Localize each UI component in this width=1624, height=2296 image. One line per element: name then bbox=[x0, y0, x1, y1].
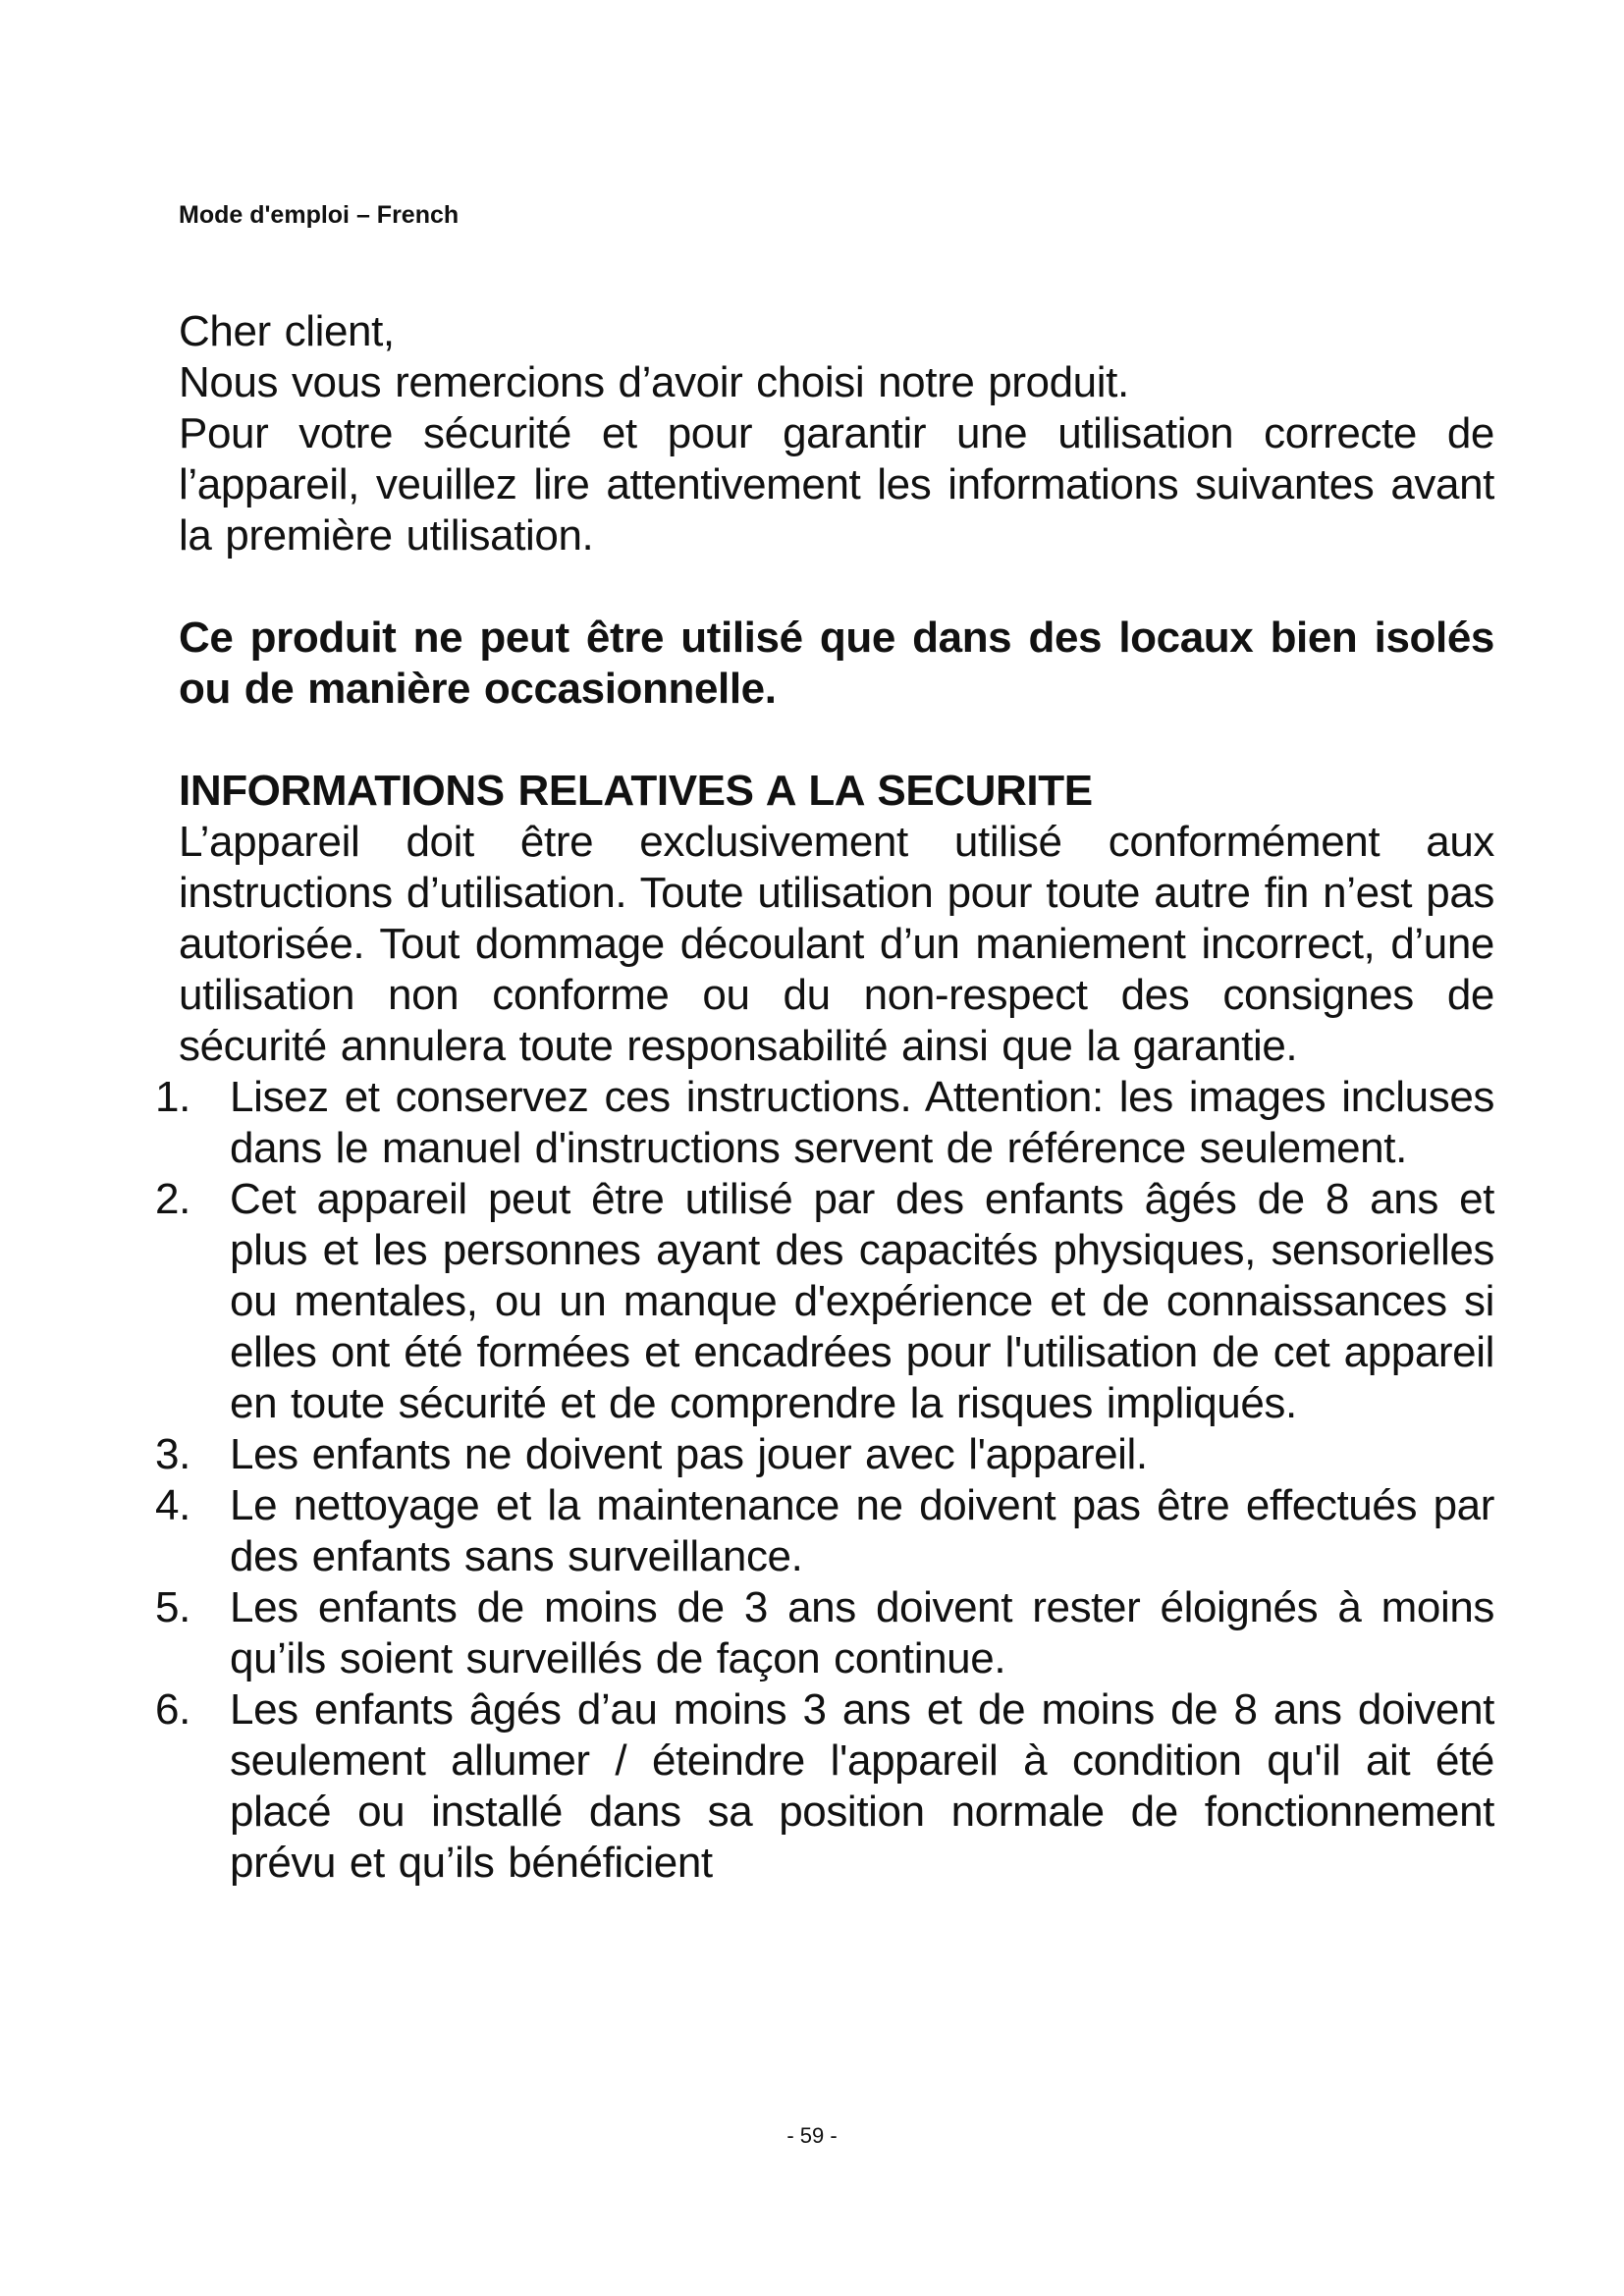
safety-paragraph: L’appareil doit être exclusivement utilisé conformément aux instructions d’utilisation. Toute utilisation pour toute autre fin n’est pas autorisée. Tout dommage découlant d’un maniement incorrect, d’une utilisation non conforme ou du non-respect des consignes de sécurité annulera toute responsabilité ainsi que la garantie. bbox=[179, 818, 1494, 1070]
list-item bbox=[155, 1072, 1494, 1174]
intro-paragraph: Pour votre sécurité et pour garantir une utilisation correcte de l’appareil, veuillez lire attentivement les informations suivantes avant la première utilisation. bbox=[179, 409, 1494, 560]
list-item-text: Cet appareil peut être utilisé par des enfants âgés de 8 ans et plus et les personnes ayant des capacités physiques, sensorielles ou mentales, ou un manque d'expérience et de connaissances si elles ont été formées et encadrées pour l'utilisation de cet appareil en toute sécurité et de comprendre la risques impliqués. bbox=[230, 1175, 1494, 1427]
list-item bbox=[155, 1429, 1494, 1480]
list-item bbox=[155, 1174, 1494, 1429]
list-item-text: Les enfants âgés d’au moins 3 ans et de moins de 8 ans doivent seulement allumer / éteindre l'appareil à condition qu'il ait été placé ou installé dans sa position normale de fonctionnement prévu et qu’ils bénéficient bbox=[230, 1685, 1494, 1887]
greeting-thanks: Nous vous remercions d’avoir choisi notre produit. bbox=[179, 358, 1129, 406]
list-item-number: 5. bbox=[155, 1583, 190, 1631]
list-item bbox=[155, 1582, 1494, 1684]
usage-warning: Ce produit ne peut être utilisé que dans des locaux bien isolés ou de manière occasionnelle. bbox=[179, 614, 1494, 713]
list-item-text: Lisez et conservez ces instructions. Attention: les images incluses dans le manuel d'instructions servent de référence seulement. bbox=[230, 1073, 1494, 1172]
list-item-number: 2. bbox=[155, 1175, 190, 1223]
list-item bbox=[155, 1684, 1494, 1889]
safety-section-title: INFORMATIONS RELATIVES A LA SECURITE bbox=[179, 767, 1093, 815]
list-item-text: Les enfants de moins de 3 ans doivent rester éloignés à moins qu’ils soient surveillés de façon continue. bbox=[230, 1583, 1494, 1682]
list-item-number: 4. bbox=[155, 1481, 190, 1529]
page-number: - 59 - bbox=[786, 2123, 838, 2148]
list-item-number: 1. bbox=[155, 1073, 190, 1121]
page-content bbox=[155, 306, 1494, 1889]
list-item-text: Les enfants ne doivent pas jouer avec l'appareil. bbox=[230, 1430, 1148, 1478]
safety-instructions-list bbox=[155, 1072, 1494, 1889]
greeting bbox=[179, 306, 1494, 408]
list-item bbox=[155, 1480, 1494, 1582]
list-item-text: Le nettoyage et la maintenance ne doivent pas être effectués par des enfants sans surveillance. bbox=[230, 1481, 1494, 1580]
list-item-number: 3. bbox=[155, 1430, 190, 1478]
document-header: Mode d'emploi – French bbox=[179, 201, 460, 229]
list-item-number: 6. bbox=[155, 1685, 190, 1734]
greeting-salutation: Cher client, bbox=[179, 307, 395, 355]
